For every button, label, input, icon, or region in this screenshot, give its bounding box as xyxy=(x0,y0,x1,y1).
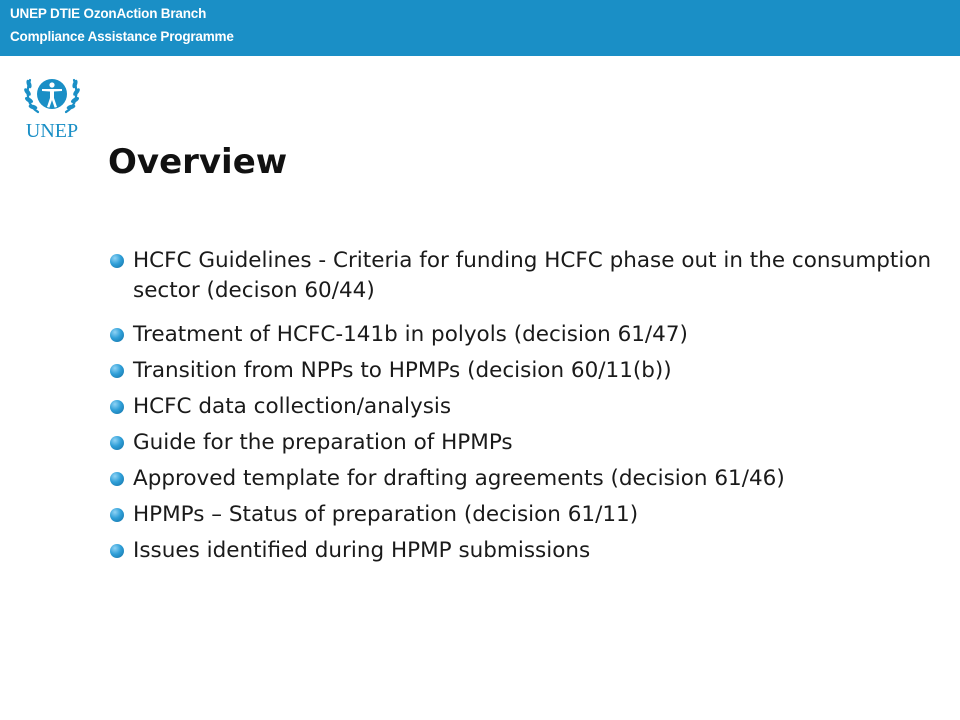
list-item-text: HCFC Guidelines - Criteria for funding HCFC phase out in the consumption sector (decison 60/44) xyxy=(133,248,932,303)
bullet-dot-icon xyxy=(110,400,124,414)
header-band xyxy=(0,0,960,56)
bullet-dot-icon xyxy=(110,328,124,342)
list-item xyxy=(110,392,955,422)
list-item-text: Treatment of HCFC-141b in polyols (decision 61/47) xyxy=(133,322,688,347)
bullet-dot-icon xyxy=(110,472,124,486)
list-item xyxy=(110,428,955,458)
bullet-dot-icon xyxy=(110,364,124,378)
unep-logo xyxy=(20,68,84,148)
header-programme-name: Compliance Assistance Programme xyxy=(10,29,234,44)
list-item-text: Transition from NPPs to HPMPs (decision 60/11(b)) xyxy=(133,358,672,383)
bullet-dot-icon xyxy=(110,544,124,558)
list-item xyxy=(110,246,955,306)
list-item xyxy=(110,356,955,386)
list-item-text: Issues identified during HPMP submissions xyxy=(133,538,591,563)
list-item xyxy=(110,464,955,494)
list-item xyxy=(110,536,955,566)
unep-wordmark: UNEP xyxy=(25,120,79,142)
list-item-text: Guide for the preparation of HPMPs xyxy=(133,430,513,455)
bullet-dot-icon xyxy=(110,508,124,522)
header-org-name: UNEP DTIE OzonAction Branch xyxy=(10,6,207,21)
list-item-text: HPMPs – Status of preparation (decision 61/11) xyxy=(133,502,639,527)
slide-title: Overview xyxy=(108,142,288,182)
list-item-text: Approved template for drafting agreements (decision 61/46) xyxy=(133,466,785,491)
bullet-dot-icon xyxy=(110,436,124,450)
bullet-list xyxy=(110,246,955,572)
un-emblem-icon xyxy=(20,68,84,120)
list-item xyxy=(110,500,955,530)
list-item xyxy=(110,320,955,350)
list-item-text: HCFC data collection/analysis xyxy=(133,394,452,419)
bullet-dot-icon xyxy=(110,254,124,268)
